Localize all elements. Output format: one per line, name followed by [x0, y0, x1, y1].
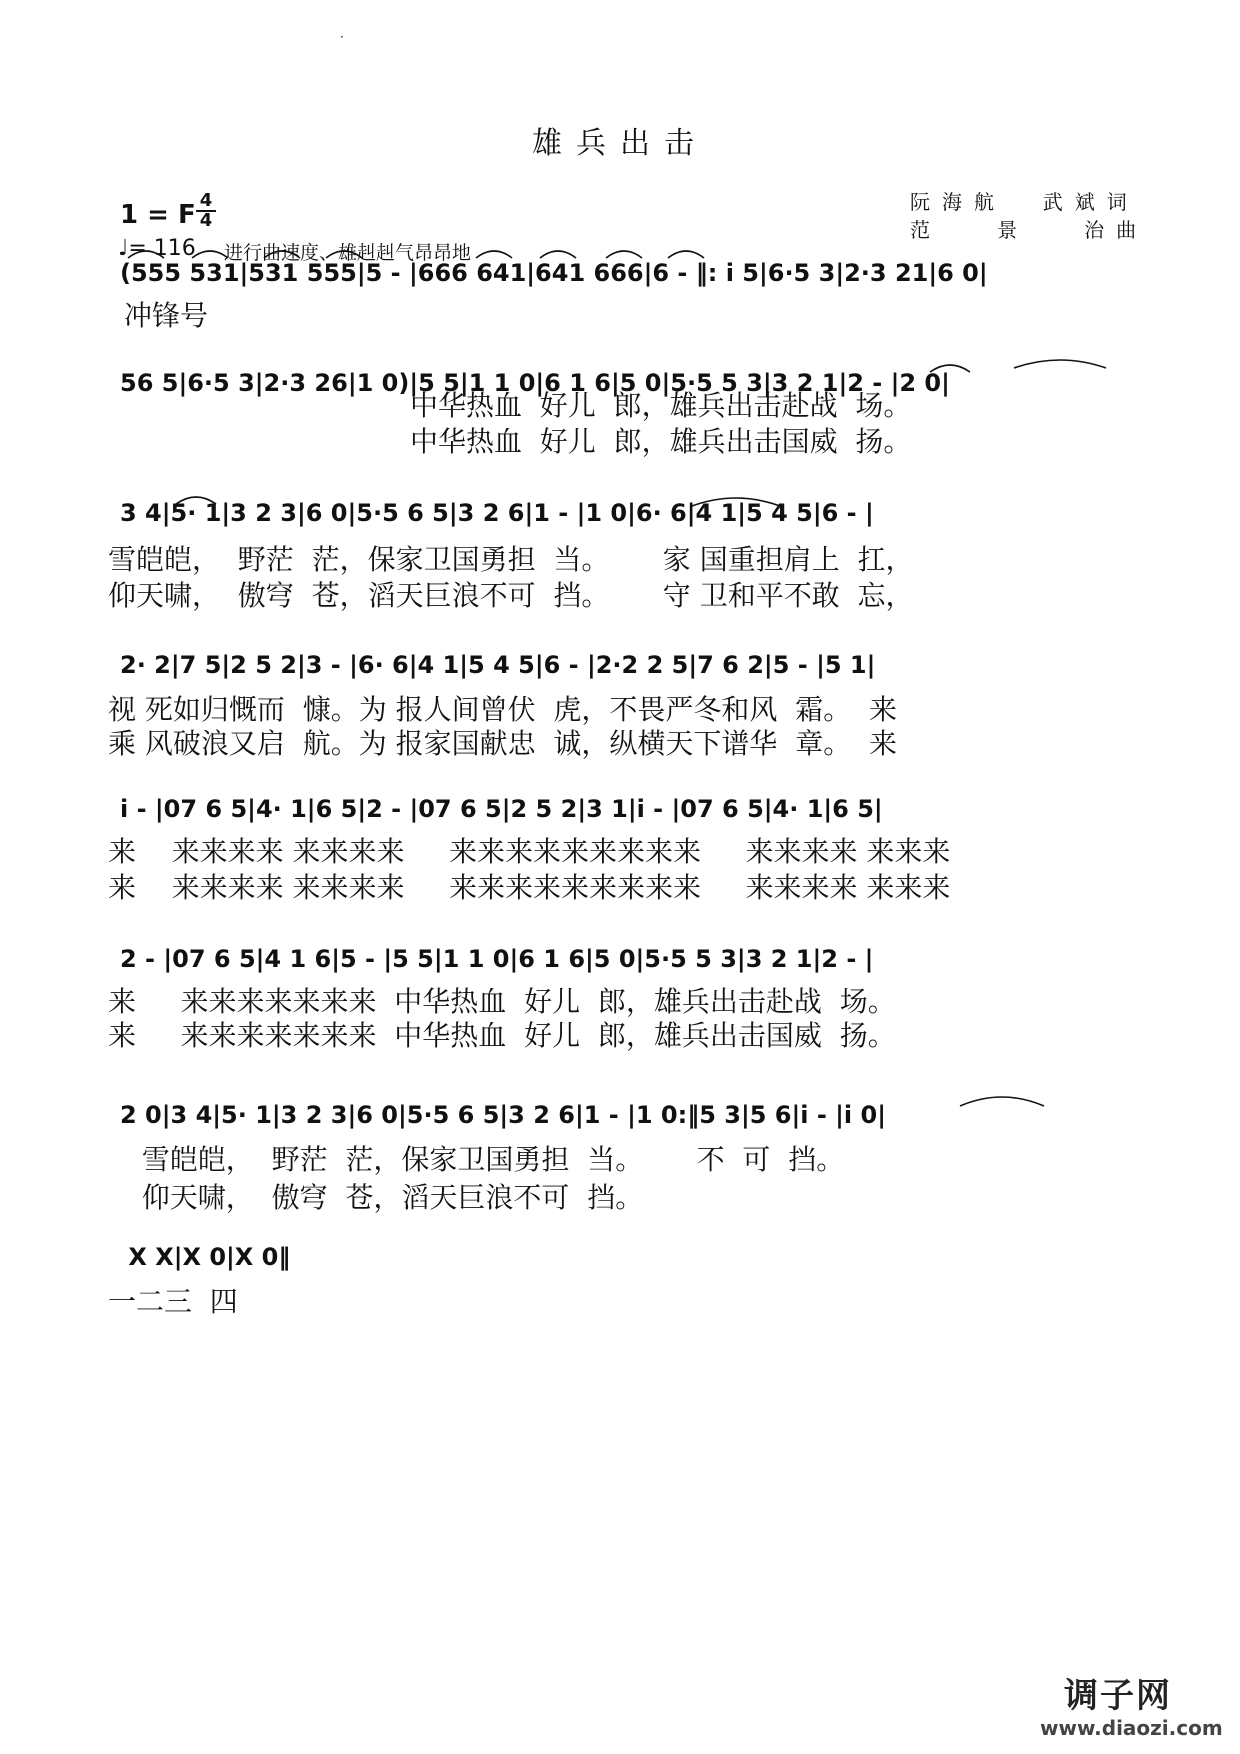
site-logo: 调子网	[1064, 1676, 1172, 1716]
lyric-row-8-1: 一二三 四	[108, 1285, 238, 1318]
triplet-arc	[668, 251, 704, 258]
lyric-row-6-2: 来 来来来来来来来 中华热血 好儿 郎，雄兵出击国威 扬。	[108, 1019, 896, 1052]
notation-row-3: 3 4|5· 1|3 2 3|6 0|5·5 6 5|3 2 6|1 - |1 0|6· 6|4 1|5 4 5|6 - |	[120, 499, 874, 527]
lyric-row-7-1: 雪皑皑， 野茫 茫，保家卫国勇担 当。 不 可 挡。	[124, 1143, 845, 1176]
song-title: 雄兵出击	[532, 126, 708, 161]
tempo-description: 进行曲速度、雄赳赳气昂昂地	[224, 242, 472, 264]
notation-row-8: X X|X 0|X 0‖	[120, 1243, 291, 1271]
notation-row-2: 56 5|6·5 3|2·3 26|1 0)|5 5|1 1 0|6 1 6|5 0|5·5 5 3|3 2 1|2 - |2 0|	[120, 369, 950, 397]
lyric-row-7-2: 仰天啸， 傲穹 苍，滔天巨浪不可 挡。	[124, 1181, 644, 1214]
triplet-arc	[540, 251, 576, 258]
tie-arc	[960, 1097, 1044, 1106]
lyric-row-3-2: 仰天啸， 傲穹 苍，滔天巨浪不可 挡。 守 卫和平不敢 忘，	[108, 579, 914, 612]
lyric-row-6-1: 来 来来来来来来来 中华热血 好儿 郎，雄兵出击赴战 场。	[108, 985, 896, 1018]
lyric-row-1-1: 冲锋号	[124, 299, 209, 332]
tie-arc	[1014, 360, 1106, 368]
time-signature-bottom: 4	[199, 210, 213, 231]
triplet-arc	[606, 251, 642, 258]
lyric-row-2-2: 中华热血 好儿 郎，雄兵出击国威 扬。	[410, 425, 912, 458]
triplet-arc	[476, 251, 512, 258]
notation-row-5: i - |07 6 5|4· 1|6 5|2 - |07 6 5|2 5 2|3 1|i - |07 6 5|4· 1|6 5|	[120, 795, 883, 823]
time-signature-top: 4	[196, 192, 216, 212]
tie-arc	[692, 498, 780, 506]
triplet-arc	[192, 251, 228, 258]
notation-row-6: 2 - |07 6 5|4 1 6|5 - |5 5|1 1 0|6 1 6|5 0|5·5 5 3|3 2 1|2 - |	[120, 945, 874, 973]
lyricist-credit: 阮海航 武斌词	[910, 190, 1139, 214]
lyric-row-5-1: 来 来来来来 来来来来 来来来来来来来来来 来来来来 来来来	[108, 835, 951, 868]
lyric-row-2-1: 中华热血 好儿 郎，雄兵出击赴战 场。	[410, 389, 912, 422]
triplet-arc	[128, 251, 164, 258]
tie-arc	[930, 365, 970, 372]
notation-row-1: (555 531|531 555|5 - |666 641|641 666|6 - ‖: i 5|6·5 3|2·3 21|6 0|	[120, 259, 988, 287]
site-url: www.diaozi.com	[1040, 1716, 1223, 1740]
slur-arc	[176, 497, 216, 504]
triplet-arc	[326, 251, 362, 258]
key-signature: 1 = F	[120, 200, 196, 230]
stray-dot: ·	[340, 30, 344, 44]
tempo-mark: ♩= 116	[118, 236, 196, 261]
lyric-row-3-1: 雪皑皑， 野茫 茫，保家卫国勇担 当。 家 国重担肩上 扛，	[108, 543, 914, 576]
notation-row-4: 2· 2|7 5|2 5 2|3 - |6· 6|4 1|5 4 5|6 - |2·2 2 5|7 6 2|5 - |5 1|	[120, 651, 876, 679]
composer-credit: 范 景 治曲	[910, 218, 1149, 242]
lyric-row-5-2: 来 来来来来 来来来来 来来来来来来来来来 来来来来 来来来	[108, 871, 951, 904]
lyric-row-4-1: 视 死如归慨而 慷。为 报人间曾伏 虎，不畏严冬和风 霜。 来	[108, 693, 898, 726]
triplet-arc	[264, 251, 300, 258]
lyric-row-4-2: 乘 风破浪又启 航。为 报家国献忠 诚，纵横天下谱华 章。 来	[108, 727, 898, 760]
notation-row-7: 2 0|3 4|5· 1|3 2 3|6 0|5·5 6 5|3 2 6|1 - |1 0:‖5 3|5 6|i - |i 0|	[120, 1101, 886, 1129]
